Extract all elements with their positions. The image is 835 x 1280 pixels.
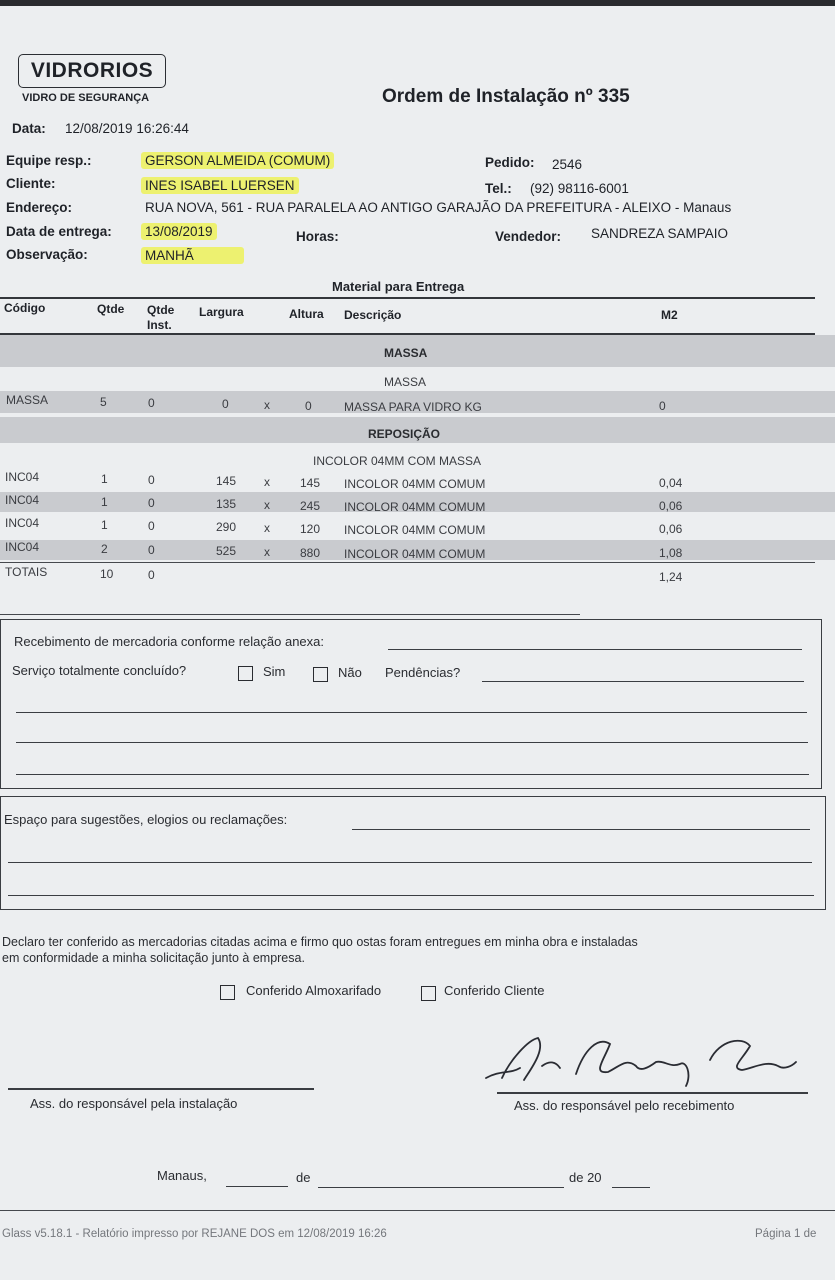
cell-m2: 1,08 [659,546,683,560]
recebimento-line[interactable] [388,649,802,650]
header-qtde-inst: Qtde [147,303,175,317]
cell-altura: 245 [300,499,321,513]
footer-rule [0,1210,835,1211]
sim-checkbox[interactable] [238,666,253,681]
client-signature-label: Ass. do responsável pelo recebimento [514,1098,735,1113]
company-logo: VIDRORIOS [18,54,166,88]
cell-altura: 120 [300,522,321,536]
cell-descricao: INCOLOR 04MM COMUM [344,547,486,561]
cell-altura: 145 [300,476,321,490]
cell-descricao: INCOLOR 04MM COMUM [344,523,486,537]
header-qtde: Qtde [97,302,125,316]
obs-label: Observação: [6,247,88,262]
cell-x: x [264,475,270,489]
vendedor-value: SANDREZA SAMPAIO [591,226,729,241]
cell-m2: 0,06 [659,522,683,536]
document-title: Ordem de Instalação nº 335 [382,86,630,107]
equipe-value: GERSON ALMEIDA (COMUM) [141,152,334,169]
cell-largura: 525 [216,544,237,558]
cell-descricao: INCOLOR 04MM COMUM [344,477,486,491]
de-label-1: de [296,1170,311,1185]
notes-line-2[interactable] [16,742,808,743]
pendencias-line[interactable] [482,681,804,682]
cell-qtde: 1 [101,518,108,532]
header-codigo: Código [4,301,46,315]
cell-codigo: MASSA [6,393,49,407]
subgroup-massa: MASSA [384,375,427,389]
cell-m2: 0,04 [659,476,683,490]
totals-rule [0,562,815,563]
pendencias-label: Pendências? [385,665,461,680]
cell-largura: 145 [216,474,237,488]
cell-codigo: INC04 [5,540,40,554]
day-line[interactable] [226,1186,288,1187]
cell-inst: 0 [148,473,155,487]
cell-qtde: 2 [101,542,108,556]
header-altura: Altura [289,307,324,321]
tel-label: Tel.: [485,181,512,196]
totals-m2: 1,24 [659,570,683,584]
cell-x: x [264,545,270,559]
sugestoes-label: Espaço para sugestões, elogios ou reclamações: [4,812,288,827]
top-edge [0,0,835,6]
declaration-line-2: em conformidade a minha solicitação junto à empresa. [2,951,305,965]
cell-qtde: 5 [100,395,107,409]
cell-x: x [264,521,270,535]
cell-m2: 0 [659,399,666,413]
nao-checkbox[interactable] [313,667,328,682]
declaration-line-1: Declaro ter conferido as mercadorias citadas acima e firmo quo ostas foram entregues em minha obra e instaladas [2,935,638,949]
cell-m2: 0,06 [659,499,683,513]
group-reposicao: REPOSIÇÃO [368,427,441,441]
table-top-rule [0,297,815,299]
totals-inst: 0 [148,568,155,582]
cell-altura: 880 [300,546,321,560]
cell-codigo: INC04 [5,493,40,507]
header-qtde-inst-2: Inst. [147,318,172,332]
company-tagline: VIDRO DE SEGURANÇA [22,92,150,104]
entrega-label: Data de entrega: [6,224,112,239]
installer-signature-label: Ass. do responsável pela instalação [30,1096,238,1111]
month-line[interactable] [318,1187,564,1188]
cell-qtde: 1 [101,472,108,486]
cell-x: x [264,498,270,512]
vendedor-label: Vendedor: [495,229,562,244]
servico-label: Serviço totalmente concluído? [12,663,187,678]
sugestoes-line-0[interactable] [352,829,810,830]
pedido-value: 2546 [552,157,583,172]
nao-label: Não [338,665,362,680]
equipe-label: Equipe resp.: [6,153,92,168]
cliente-value: INES ISABEL LUERSEN [141,177,299,194]
endereco-value: RUA NOVA, 561 - RUA PARALELA AO ANTIGO GARAJÃO DA PREFEITURA - ALEIXO - Manaus [145,200,732,215]
conferido-almox-checkbox[interactable] [220,985,235,1000]
cell-inst: 0 [148,396,155,410]
header-descricao: Descrição [344,308,402,322]
conferido-almox-label: Conferido Almoxarifado [246,983,382,998]
client-signature-line[interactable] [497,1092,808,1094]
cell-altura: 0 [305,399,312,413]
totals-label: TOTAIS [5,565,48,579]
header-m2: M2 [661,308,678,322]
tel-value: (92) 98116-6001 [530,181,629,196]
endereco-label: Endereço: [6,200,73,215]
city-label: Manaus, [157,1168,207,1183]
sugestoes-line-2[interactable] [8,895,814,896]
table-bottom-rule [0,614,580,615]
totals-qtde: 10 [100,567,114,581]
cell-inst: 0 [148,519,155,533]
subgroup-incolor: INCOLOR 04MM COM MASSA [313,454,482,468]
cell-largura: 135 [216,497,237,511]
recebimento-label: Recebimento de mercadoria conforme relação anexa: [14,634,325,649]
cell-qtde: 1 [101,495,108,509]
cell-inst: 0 [148,543,155,557]
horas-label: Horas: [296,229,339,244]
date-value: 12/08/2019 16:26:44 [65,121,189,136]
cell-inst: 0 [148,496,155,510]
conferido-cliente-checkbox[interactable] [421,986,436,1001]
client-signature [480,1030,810,1090]
de20-label: de 20 [569,1170,602,1185]
installer-signature-line[interactable] [8,1088,314,1090]
sim-label: Sim [263,664,286,679]
entrega-value: 13/08/2019 [141,223,217,240]
cell-largura: 290 [216,520,237,534]
material-section-title: Material para Entrega [332,279,465,294]
cell-largura: 0 [222,397,229,411]
notes-line-3[interactable] [16,774,809,775]
pedido-label: Pedido: [485,155,535,170]
cell-codigo: INC04 [5,470,40,484]
group-massa: MASSA [384,346,428,360]
date-label: Data: [12,121,46,136]
cell-descricao: INCOLOR 04MM COMUM [344,500,486,514]
year-line[interactable] [612,1187,650,1188]
cell-codigo: INC04 [5,516,40,530]
obs-value: MANHÃ [141,247,244,264]
sugestoes-line-1[interactable] [8,862,812,863]
cell-x: x [264,398,270,412]
notes-line-1[interactable] [16,712,807,713]
conferido-cliente-label: Conferido Cliente [444,983,545,998]
footer-right: Página 1 de [755,1228,817,1240]
cell-descricao: MASSA PARA VIDRO KG [344,400,482,414]
footer-left: Glass v5.18.1 - Relatório impresso por REJANE DOS em 12/08/2019 16:26 [2,1228,387,1240]
header-largura: Largura [199,305,244,319]
cliente-label: Cliente: [6,176,56,191]
